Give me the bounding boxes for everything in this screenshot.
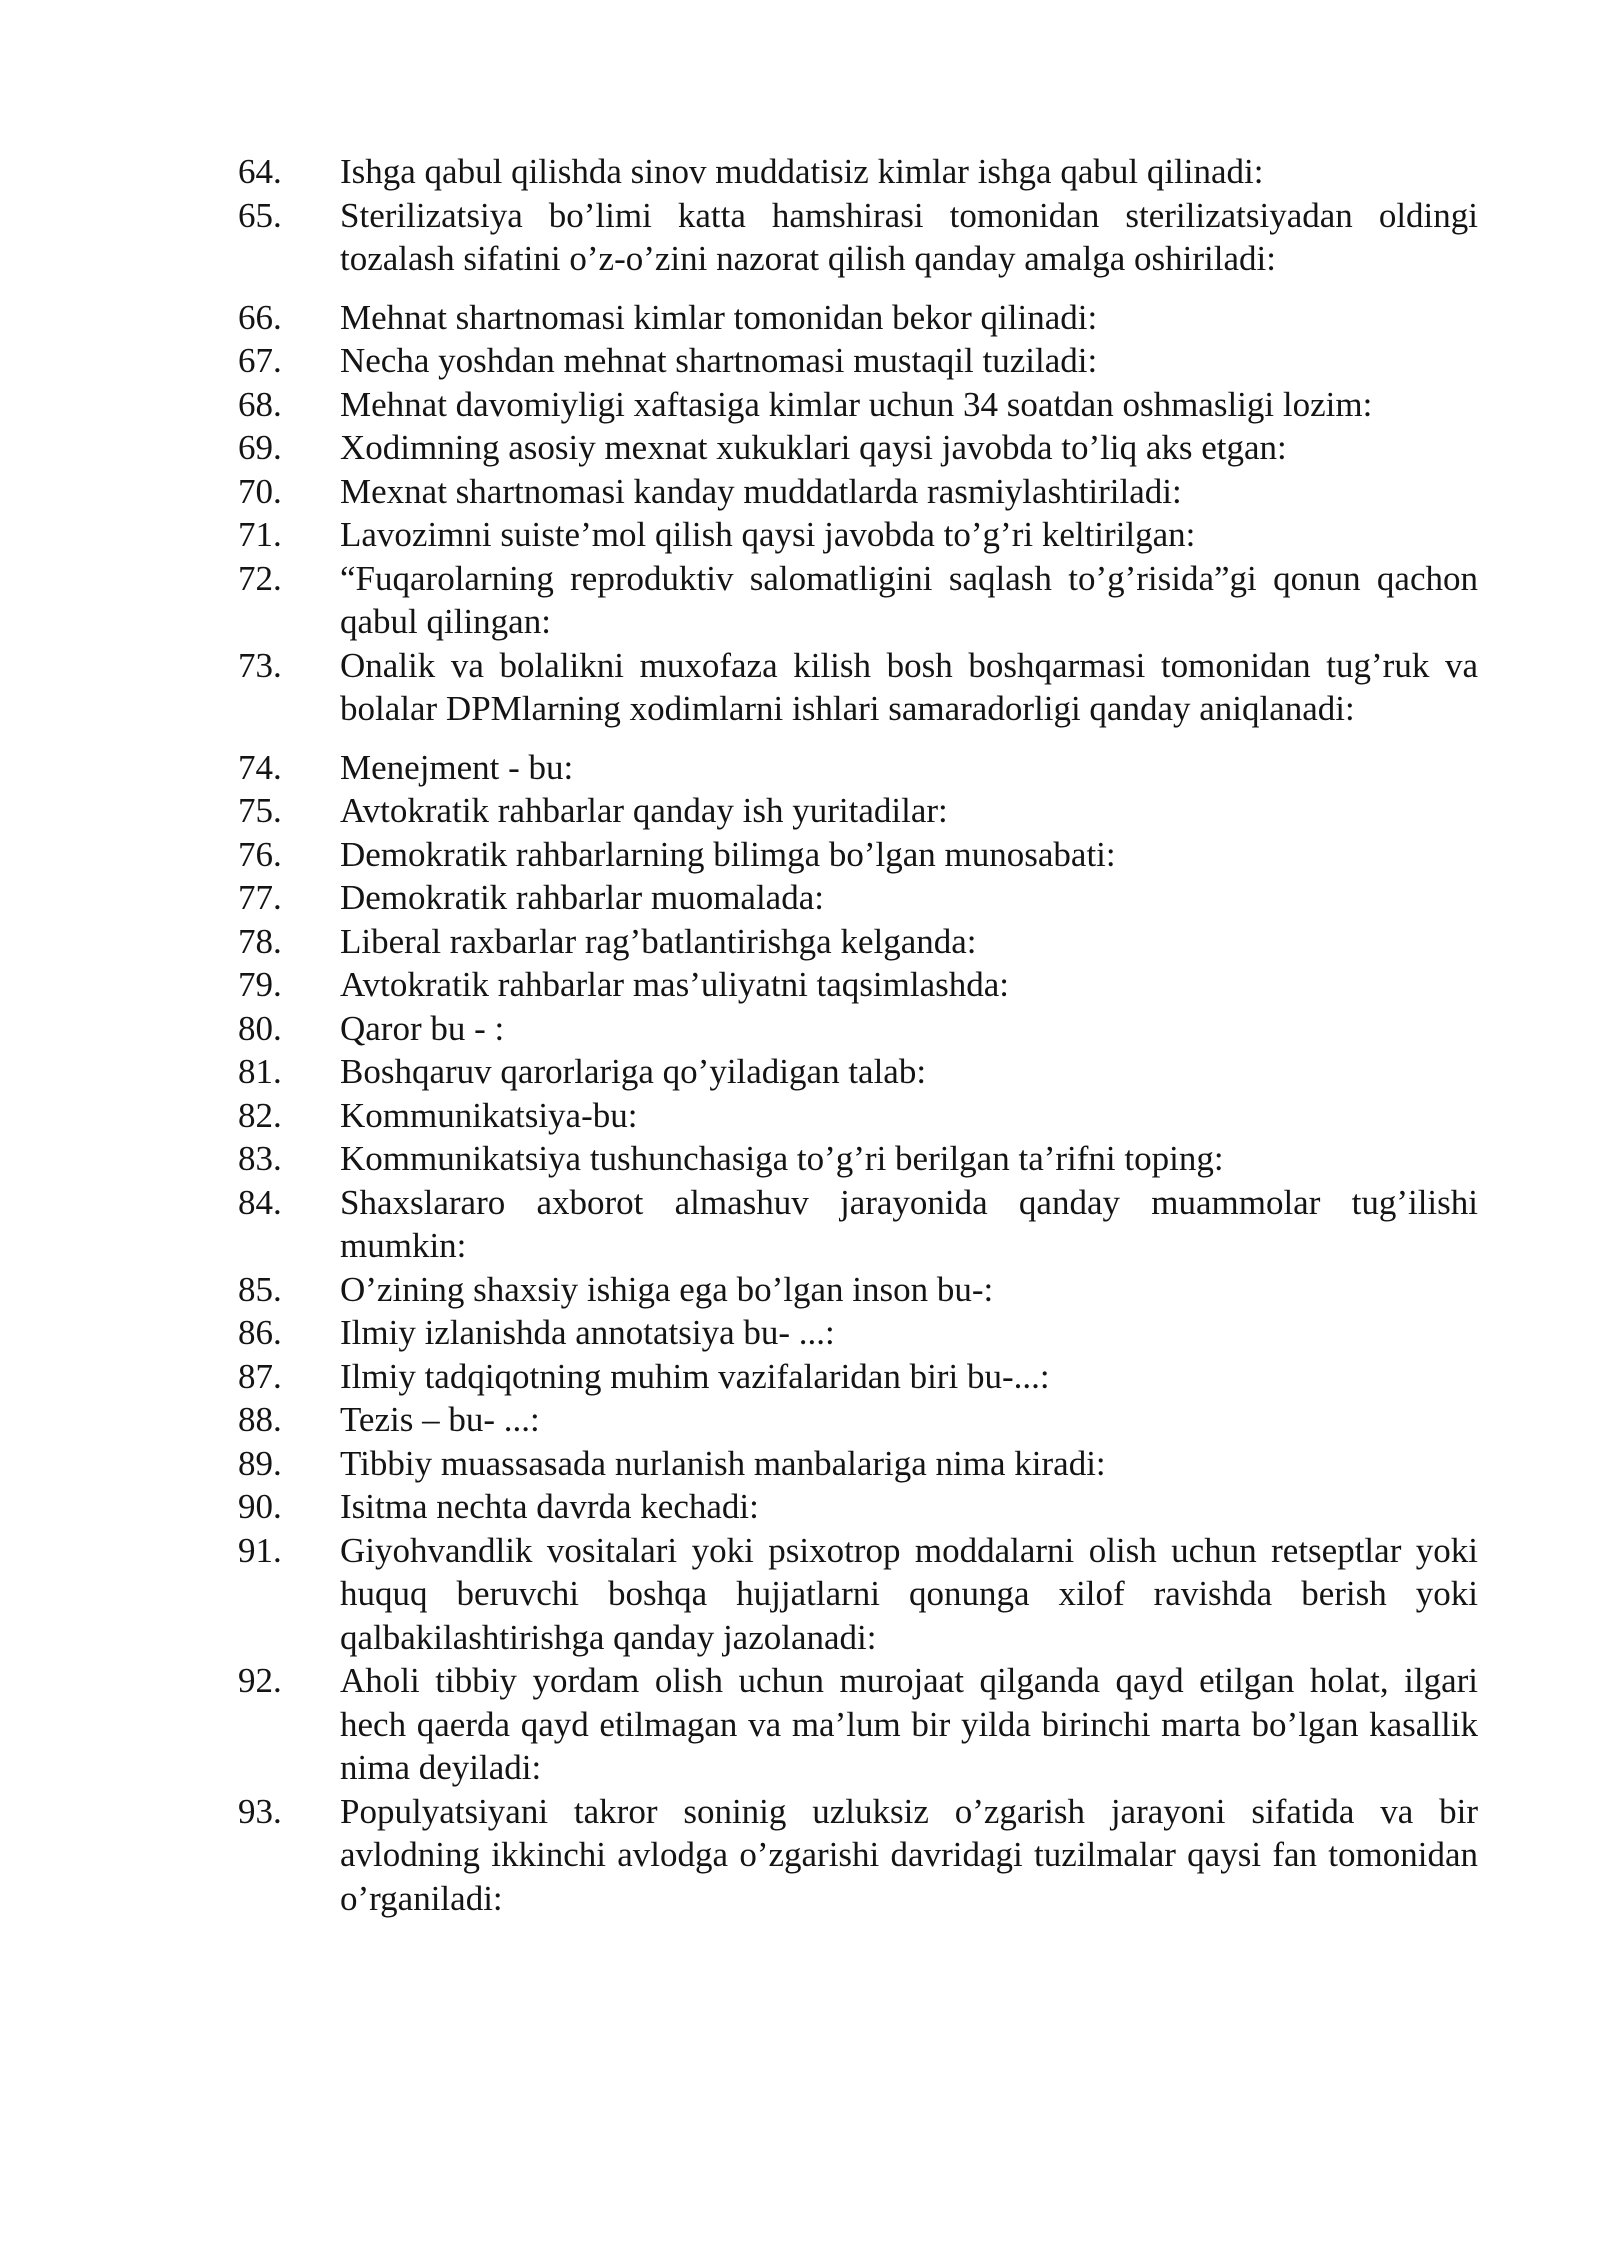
- question-number: 81.: [238, 1052, 282, 1091]
- question-text: Tezis – bu- ...:: [340, 1400, 540, 1439]
- question-text: Ilmiy tadqiqotning muhim vazifalaridan biri bu-...:: [340, 1356, 1050, 1396]
- question-item: [238, 1007, 1478, 1051]
- question-number: 88.: [238, 1400, 282, 1439]
- question-item: [238, 920, 1478, 964]
- question-number: 69.: [238, 428, 282, 467]
- question-number: 93.: [238, 1791, 282, 1831]
- question-number: 84.: [238, 1182, 282, 1222]
- question-item: [238, 194, 1478, 281]
- question-number: 85.: [238, 1269, 282, 1309]
- question-text: Qaror bu - :: [340, 1008, 505, 1048]
- question-number: 71.: [238, 515, 282, 554]
- question-item: [238, 1659, 1478, 1790]
- question-number: 64.: [238, 152, 282, 191]
- question-number: 90.: [238, 1487, 282, 1526]
- question-item: [238, 1442, 1478, 1486]
- question-text: Menejment - bu:: [340, 747, 574, 787]
- question-text: Demokratik rahbarlarning bilimga bo’lgan munosabati:: [340, 834, 1116, 874]
- question-number: 73.: [238, 645, 282, 685]
- question-number: 79.: [238, 965, 282, 1004]
- question-item: [238, 1398, 1478, 1442]
- question-text: Aholi tibbiy yordam olish uchun murojaat qilganda qayd etilgan holat, ilgari hech qaerda qayd etilmagan va ma’lum bir yilda birinchi marta bo’lgan kasallik nima deyiladi:: [340, 1661, 1478, 1787]
- question-number: 76.: [238, 834, 282, 874]
- question-item: [238, 833, 1478, 877]
- question-item: [238, 1355, 1478, 1399]
- question-item: [238, 150, 1478, 194]
- question-number: 77.: [238, 878, 282, 917]
- question-number: 86.: [238, 1313, 282, 1352]
- question-item: [238, 789, 1478, 833]
- question-item: [238, 1485, 1478, 1529]
- question-text: Boshqaruv qarorlariga qo’yiladigan talab:: [340, 1052, 927, 1091]
- question-item: [238, 296, 1478, 340]
- question-item: [238, 1529, 1478, 1660]
- question-number: 78.: [238, 921, 282, 961]
- question-number: 89.: [238, 1443, 282, 1483]
- question-item: [238, 339, 1478, 383]
- question-item: [238, 470, 1478, 514]
- question-number: 65.: [238, 195, 282, 235]
- question-text: Ilmiy izlanishda annotatsiya bu- ...:: [340, 1313, 835, 1352]
- question-item: [238, 1181, 1478, 1268]
- question-item: [238, 1050, 1478, 1094]
- question-number: 75.: [238, 791, 282, 830]
- question-number: 87.: [238, 1356, 282, 1396]
- question-text: O’zining shaxsiy ishiga ega bo’lgan inson bu-:: [340, 1269, 994, 1309]
- question-number: 80.: [238, 1008, 282, 1048]
- question-text: Avtokratik rahbarlar qanday ish yuritadilar:: [340, 791, 948, 830]
- question-item: [238, 383, 1478, 427]
- question-item: [238, 1268, 1478, 1312]
- question-text: Tibbiy muassasada nurlanish manbalariga nima kiradi:: [340, 1443, 1106, 1483]
- question-item: [238, 644, 1478, 731]
- question-text: Mexnat shartnomasi kanday muddatlarda rasmiylashtiriladi:: [340, 471, 1182, 511]
- question-number: 92.: [238, 1661, 282, 1700]
- question-text: Sterilizatsiya bo’limi katta hamshirasi tomonidan sterilizatsiyadan oldingi tozalash sifatini o’z-o’zini nazorat qilish qanday amalga oshiriladi:: [340, 195, 1478, 278]
- question-text: Shaxslararo axborot almashuv jarayonida qanday muammolar tug’ilishi mumkin:: [340, 1182, 1478, 1265]
- question-number: 72.: [238, 558, 282, 598]
- question-text: Kommunikatsiya-bu:: [340, 1095, 638, 1135]
- question-text: Avtokratik rahbarlar mas’uliyatni taqsimlashda:: [340, 965, 1010, 1004]
- question-number: 70.: [238, 471, 282, 511]
- question-text: Necha yoshdan mehnat shartnomasi mustaqil tuziladi:: [340, 341, 1098, 380]
- question-text: Onalik va bolalikni muxofaza kilish bosh boshqarmasi tomonidan tug’ruk va bolalar DPMlarning xodimlarni ishlari samaradorligi qanday aniqlanadi:: [340, 645, 1478, 728]
- question-number: 68.: [238, 384, 282, 424]
- question-text: Ishga qabul qilishda sinov muddatisiz kimlar ishga qabul qilinadi:: [340, 152, 1264, 191]
- question-item: [238, 557, 1478, 644]
- question-item: [238, 513, 1478, 557]
- question-item: [238, 426, 1478, 470]
- question-text: Mehnat shartnomasi kimlar tomonidan bekor qilinadi:: [340, 297, 1098, 337]
- question-list: [238, 150, 1478, 1920]
- question-item: [238, 963, 1478, 1007]
- question-number: 66.: [238, 297, 282, 337]
- question-item: [238, 746, 1478, 790]
- question-text: Lavozimni suiste’mol qilish qaysi javobda to’g’ri keltirilgan:: [340, 515, 1196, 554]
- question-number: 91.: [238, 1530, 282, 1570]
- question-item: [238, 876, 1478, 920]
- question-text: Giyohvandlik vositalari yoki psixotrop moddalarni olish uchun retseptlar yoki huquq beruvchi boshqa hujjatlarni qonunga xilof ravishda berish yoki qalbakilashtirishga qanday jazolanadi:: [340, 1530, 1478, 1657]
- question-item: [238, 1137, 1478, 1181]
- question-item: [238, 1790, 1478, 1921]
- question-text: Liberal raxbarlar rag’batlantirishga kelganda:: [340, 921, 977, 961]
- question-text: Xodimning asosiy mexnat xukuklari qaysi javobda to’liq aks etgan:: [340, 428, 1287, 467]
- question-text: Demokratik rahbarlar muomalada:: [340, 878, 824, 917]
- question-number: 82.: [238, 1095, 282, 1135]
- question-item: [238, 1094, 1478, 1138]
- question-number: 74.: [238, 747, 282, 787]
- question-text: Kommunikatsiya tushunchasiga to’g’ri berilgan ta’rifni toping:: [340, 1139, 1224, 1178]
- question-text: “Fuqarolarning reproduktiv salomatligini saqlash to’g’risida”gi qonun qachon qabul qilingan:: [340, 558, 1478, 641]
- question-text: Populyatsiyani takror soninig uzluksiz o’zgarish jarayoni sifatida va bir avlodning ikkinchi avlodga o’zgarishi davridagi tuzilmalar qaysi fan tomonidan o’rganiladi:: [340, 1791, 1478, 1918]
- question-number: 83.: [238, 1139, 282, 1178]
- question-number: 67.: [238, 341, 282, 380]
- question-item: [238, 1311, 1478, 1355]
- question-text: Isitma nechta davrda kechadi:: [340, 1487, 759, 1526]
- question-text: Mehnat davomiyligi xaftasiga kimlar uchun 34 soatdan oshmasligi lozim:: [340, 384, 1373, 424]
